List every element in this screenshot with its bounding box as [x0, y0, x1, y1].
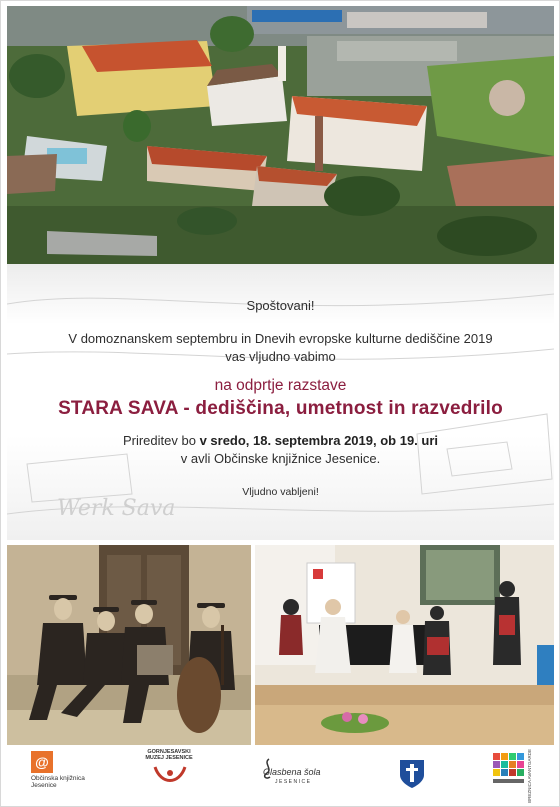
- music-school-city: JESENICE: [275, 779, 312, 785]
- brainstorm-caption: BREZNICA AVANTGARDE: [527, 749, 532, 803]
- event-prefix: Prireditev bo: [122, 433, 200, 448]
- greeting: Spoštovani!: [246, 298, 315, 313]
- museum-emblem-icon: [153, 763, 187, 787]
- intro-text: [7, 330, 554, 366]
- music-school-logo: [261, 747, 341, 803]
- event-details: [7, 432, 554, 468]
- event-when: [7, 432, 554, 450]
- folk-performance-photo: [255, 545, 554, 745]
- intro-line-2: vas vljudno vabimo: [225, 349, 336, 364]
- exhibition-title: STARA SAVA - dediščina, umetnost in razvedrilo: [58, 398, 503, 419]
- coat-of-arms-icon: [399, 759, 425, 789]
- event-date: v sredo, 18. septembra 2019, ob 19. uri: [199, 433, 439, 448]
- closing-text: Vljudno vabljeni!: [242, 486, 319, 498]
- museum-logo: [139, 747, 199, 803]
- at-sign-icon: @: [31, 751, 53, 773]
- library-name: Občinska knjižnica Jesenice: [31, 775, 85, 789]
- historic-musicians-photo: [7, 545, 251, 745]
- music-school-name: Glasbena šola: [263, 767, 321, 777]
- partner-logos: [7, 747, 554, 803]
- map-script-text: Werk Sava: [57, 496, 176, 521]
- intro-line-1: V domoznanskem septembru in Dnevih evropske kulturne dediščine 2019: [68, 331, 493, 346]
- event-location: v avli Občinske knjižnice Jesenice.: [180, 451, 381, 466]
- colorful-grid-icon: [493, 753, 525, 787]
- brainstorm-logo: [493, 747, 545, 803]
- municipality-coat-of-arms: [399, 747, 429, 803]
- invitation-text-block: [7, 264, 554, 540]
- museum-name: GORNJESAVSKI MUZEJ JESENICE: [145, 749, 193, 761]
- library-logo: [25, 747, 85, 803]
- exhibition-subtitle: na odprtje razstave: [214, 377, 347, 394]
- aerial-photo: [7, 6, 554, 264]
